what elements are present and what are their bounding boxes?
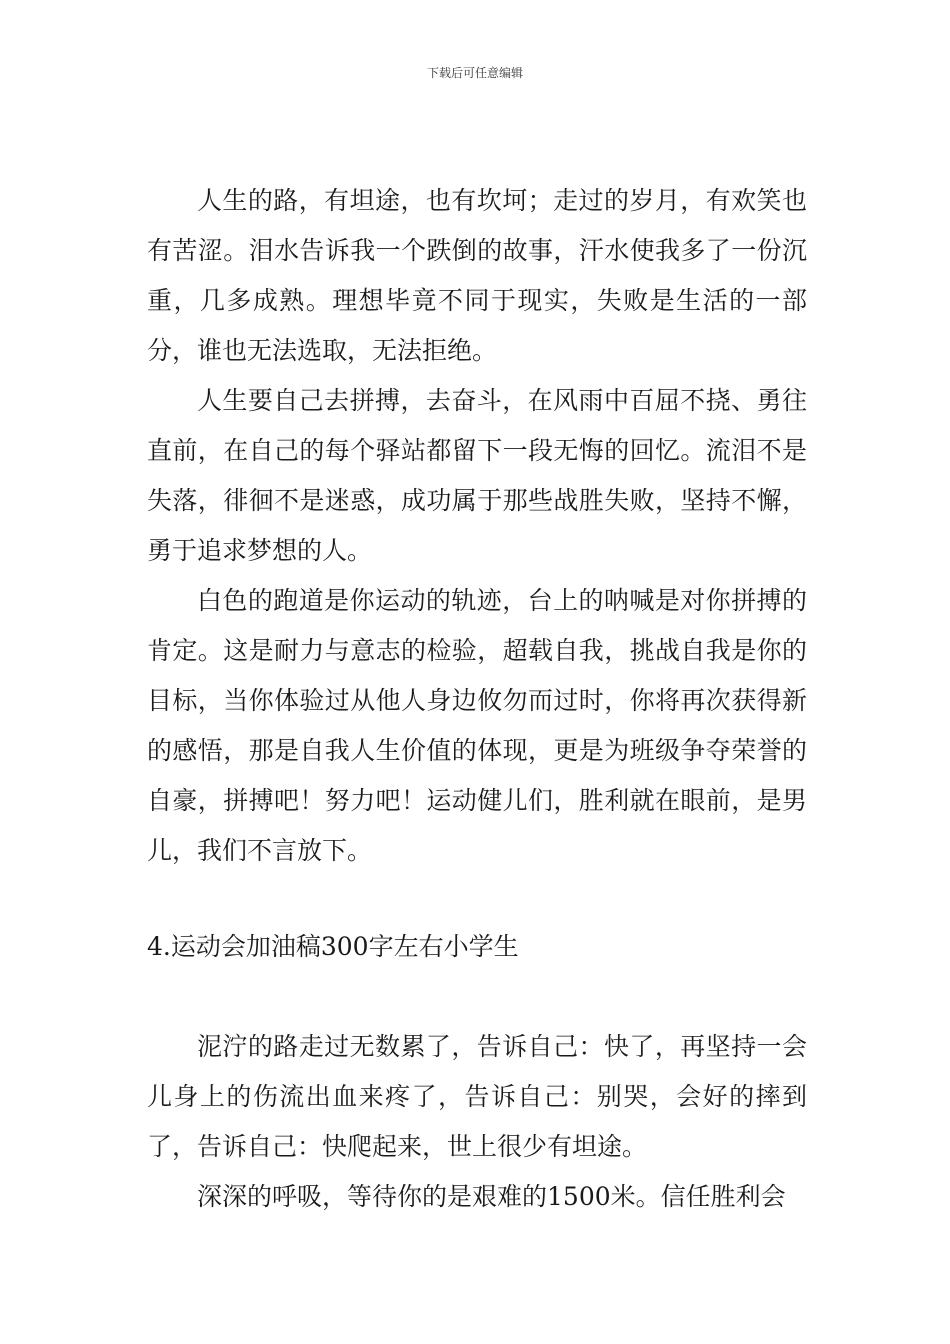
section-paragraph-2: 深深的呼吸，等待你的是艰难的1500米。信任胜利会 (197, 1182, 786, 1211)
paragraph-1: 人生的路，有坦途，也有坎坷；走过的岁月，有欢笑也有苦涩。泪水告诉我一个跌倒的故事，汗水使我多了一份沉重，几多成熟。理想毕竟不同于现实，失败是生活的一部分，谁也无法选取，无法拒绝。 (147, 186, 807, 365)
paragraph-3: 白色的跑道是你运动的轨迹，台上的呐喊是对你拼搏的肯定。这是耐力与意志的检验，超载自我，挑战自我是你的目标，当你体验过从他人身边攸勿而过时，你将再次获得新的感悟，那是自我人生价值的体现，更是为班级争夺荣誉的自豪，拼搏吧！努力吧！运动健儿们，胜利就在眼前，是男儿，我们不言放下。 (147, 586, 807, 865)
paragraph-2: 人生要自己去拼搏，去奋斗，在风雨中百屈不挠、勇往直前，在自己的每个驿站都留下一段无悔的回忆。流泪不是失落，徘徊不是迷惑，成功属于那些战胜失败，坚持不懈，勇于追求梦想的人。 (147, 386, 807, 565)
page-header: 下载后可任意编辑 (426, 66, 523, 80)
section-heading: 4.运动会加油稿300字左右小学生 (147, 932, 519, 961)
section-paragraph-1: 泥泞的路走过无数累了，告诉自己：快了，再坚持一会儿身上的伤流出血来疼了，告诉自己：别哭，会好的摔到了，告诉自己：快爬起来，世上很少有坦途。 (147, 1032, 807, 1161)
